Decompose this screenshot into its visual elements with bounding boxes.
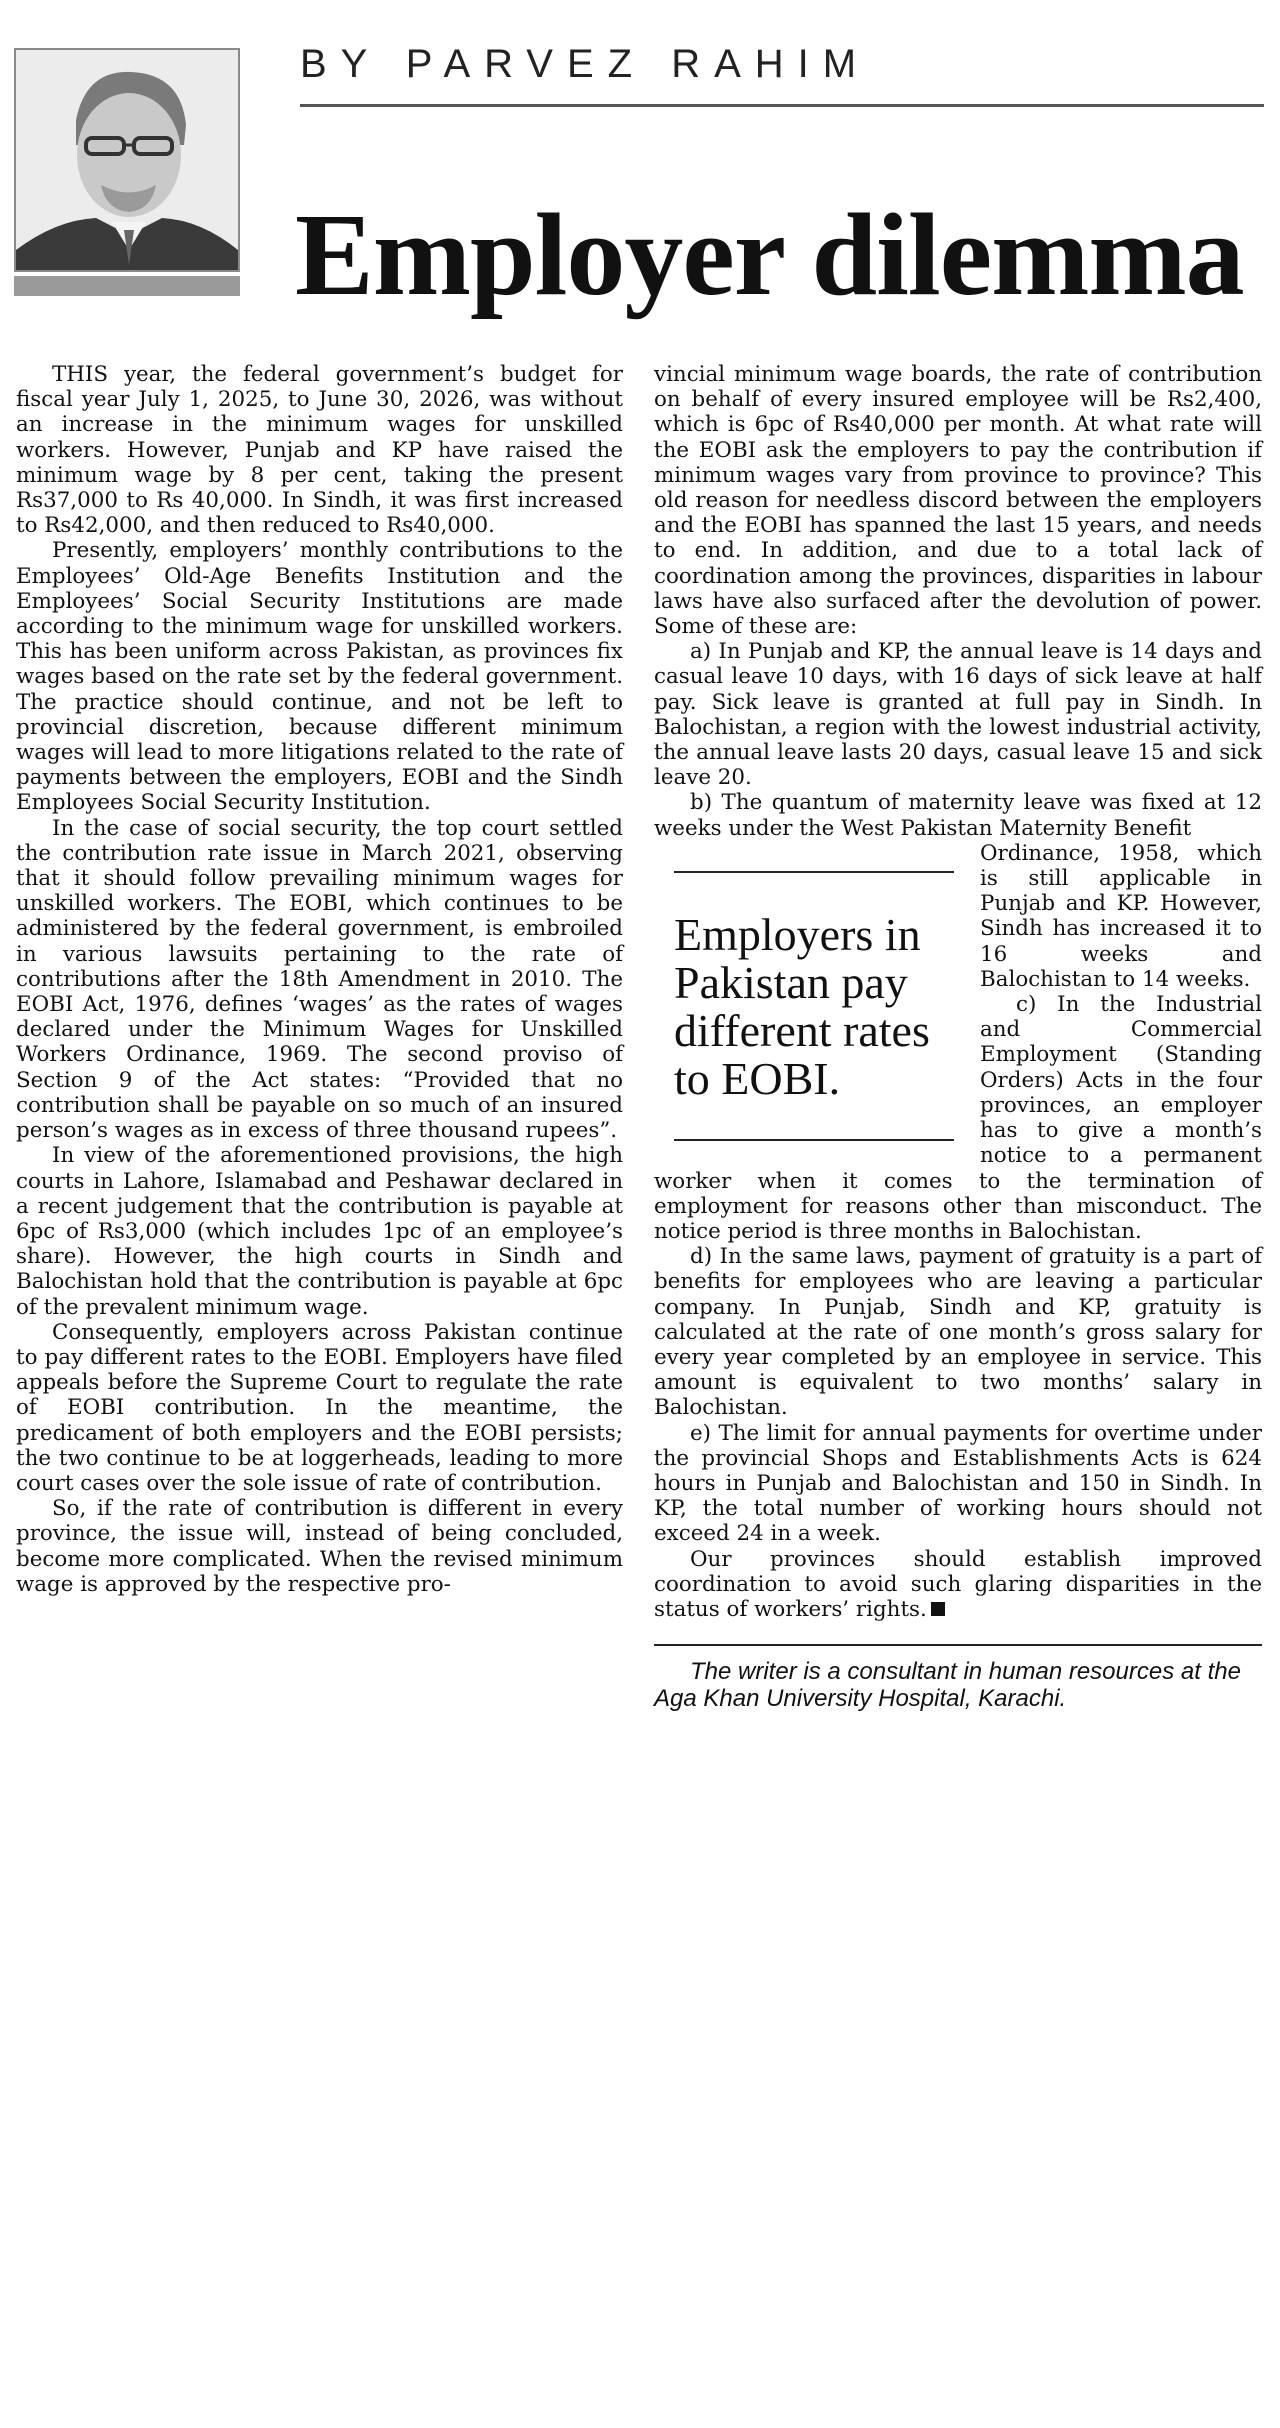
paragraph: vincial minimum wage boards, the rate of contribution on behalf of every insured employee will be Rs2,400, which is 6pc of Rs40,000 per month. At what rate will the EOBI ask the employers to pay the contribution if minimum wages vary from province to province? This old reason for needless discord between the employers and the EOBI has spanned the last 15 years, and needs to end. In addition, and due to a total lack of coordination among the provinces, disparities in labour laws have also surfaced after the devolution of power. Some of these are: <box>654 362 1262 640</box>
byline-rule <box>300 104 1264 107</box>
paragraph: Consequently, employers across Pakistan continue to pay different rates to the EOBI. Employers have filed appeals before the Supreme Court to regulate the rate of EOBI contribution. In the meantime, the predicament of both employers and the EOBI persists; the two continue to be at loggerheads, leading to more court cases over the sole issue of rate of contribution. <box>16 1319 623 1496</box>
paragraph: Presently, employers’ monthly contributions to the Employees’ Old-Age Benefits Institution and the Employees’ Social Security Institutions are made according to the minimum wage for unskilled workers. This has been uniform across Pakistan, as provinces fix wages based on the rate set by the federal government. The practice should continue, and not be left to provincial discretion, because different minimum wages will lead to more litigations related to the rate of payments between the employers, EOBI and the Sindh Employees Social Security Institution. <box>16 538 623 816</box>
pull-quote-text: Employers in Pakistan pay different rates to EOBI. <box>674 908 930 1104</box>
paragraph: b) The quantum of maternity leave was fixed at 12 weeks under the West Pakistan Maternity Benefit <box>654 790 1262 841</box>
paragraph: e) The limit for annual payments for overtime under the provincial Shops and Establishments Acts is 624 hours in Punjab and Balochistan and 150 in Sindh. In KP, the total number of working hours should not exceed 24 in a week. <box>654 1420 1262 1547</box>
byline: BY PARVEZ RAHIM <box>300 42 871 86</box>
paragraph <box>654 1547 1262 1623</box>
photo-bar <box>14 276 240 296</box>
pull-quote <box>654 871 954 1141</box>
paragraph: So, if the rate of contribution is different in every province, the issue will, instead of being concluded, become more complicated. When the revised minimum wage is approved by the respective pro- <box>16 1496 623 1597</box>
paragraph: In the case of social security, the top court settled the contribution rate issue in March 2021, observing that it should follow prevailing minimum wages for unskilled workers. The EOBI, which continues to be administered by the federal government, is embroiled in various lawsuits pertaining to the rate of contributions after the 18th Amendment in 2010. The EOBI Act, 1976, defines ‘wages’ as the rates of wages declared under the Minimum Wages for Unskilled Workers Ordinance, 1969. The second proviso of Section 9 of the Act states: “Provided that no contribution shall be payable on so much of an insured person’s wages as in excess of three thousand rupees”. <box>16 815 623 1144</box>
paragraph: c) In the Industrial and Commercial Employment (Standing Orders) Acts in the four provinces, an employer has to give a month’s notice to a permanent worker when it comes to the termination of employment for reasons other than misconduct. The notice period is three months in Balochistan. <box>654 992 1262 1244</box>
paragraph: a) In Punjab and KP, the annual leave is 14 days and casual leave 10 days, with 16 days of sick leave at half pay. Sick leave is granted at full pay in Sindh. In Balochistan, a region with the lowest industrial activity, the annual leave lasts 20 days, casual leave 15 and sick leave 20. <box>654 639 1262 791</box>
author-portrait-icon <box>16 50 238 270</box>
right-column <box>654 362 1262 1712</box>
author-note: The writer is a consultant in human resources at the Aga Khan University Hospital, Karachi. <box>654 1658 1241 1713</box>
author-photo <box>14 48 240 272</box>
closing-text: Our provinces should establish improved coordination to avoid such glaring disparities in the status of workers’ rights. <box>654 1546 1262 1622</box>
pull-quote-bottom-rule <box>674 1139 954 1141</box>
headline: Employer dilemma <box>295 189 1244 320</box>
end-mark-icon <box>931 1602 945 1616</box>
paragraph: In view of the aforementioned provisions, the high courts in Lahore, Islamabad and Peshawar declared in a recent judgement that the contribution is payable at 6pc of Rs3,000 (which includes 1pc of an employee’s share). However, the high courts in Sindh and Balochistan hold that the contribution is payable at 6pc of the prevalent minimum wage. <box>16 1143 623 1320</box>
left-column <box>16 362 623 1597</box>
paragraph: Ordinance, 1958, which is still applicable in Punjab and KP. However, Sindh has increased it to 16 weeks and Balochistan to 14 weeks. <box>980 840 1262 992</box>
paragraph: THIS year, the federal government’s budget for fiscal year July 1, 2025, to June 30, 2026, was without an increase in the minimum wages for unskilled workers. However, Punjab and KP have raised the minimum wage by 8 per cent, taking the present Rs37,000 to Rs 40,000. In Sindh, it was first increased to Rs42,000, and then reduced to Rs40,000. <box>16 362 623 539</box>
paragraph: d) In the same laws, payment of gratuity is a part of benefits for employees who are leaving a particular company. In Punjab, Sindh and KP, gratuity is calculated at the rate of one month’s gross salary for every year completed by an employee in service. This amount is equivalent to two months’ salary in Balochistan. <box>654 1244 1262 1421</box>
